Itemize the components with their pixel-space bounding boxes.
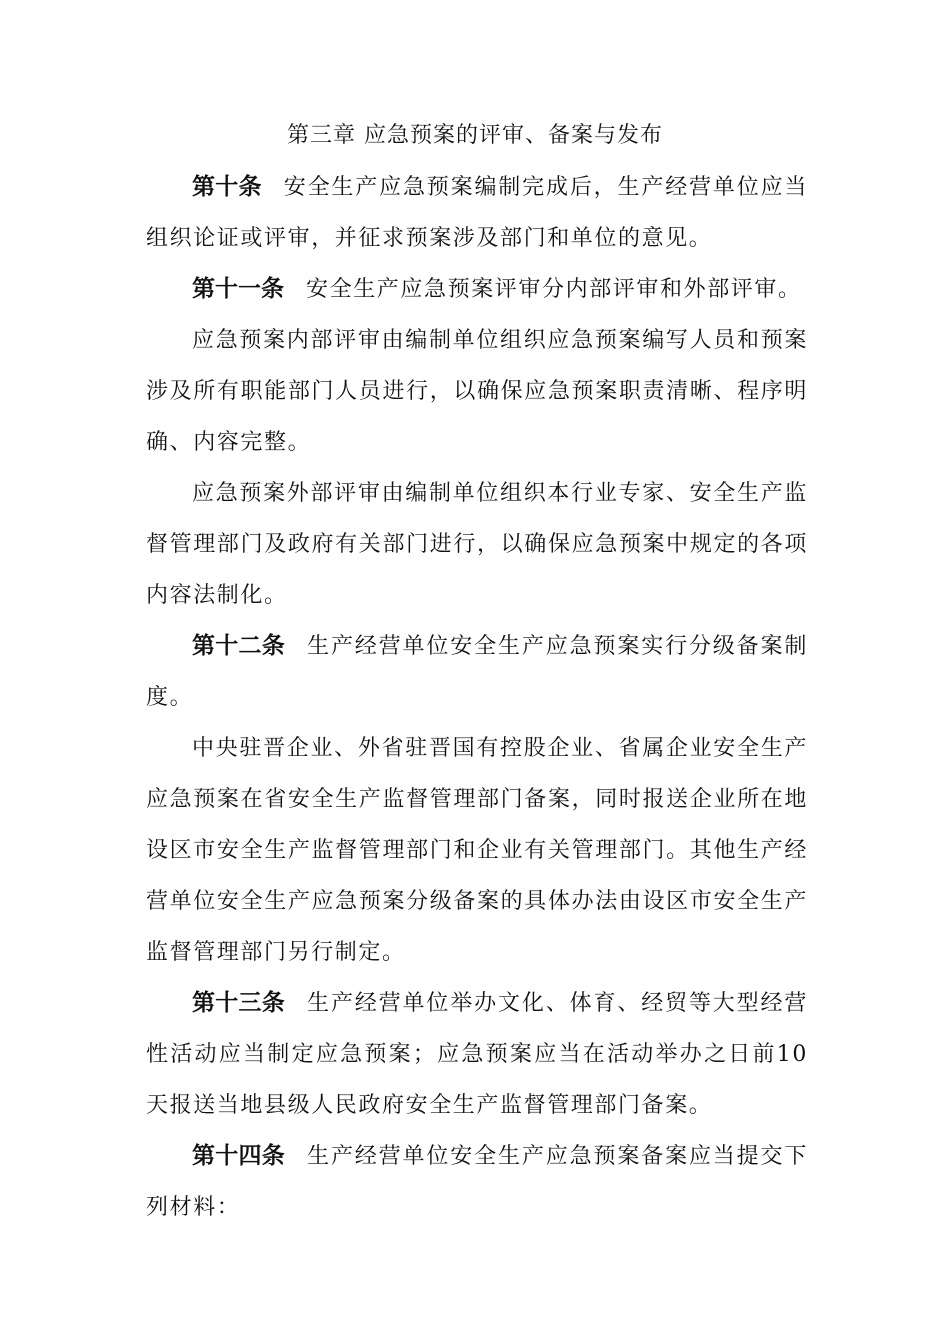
document-body xyxy=(146,162,808,1233)
paragraph-text: 应急预案外部评审由编制单位组织本行业专家、安全生产监督管理部门及政府有关部门进行，以确保应急预案中规定的各项内容法制化。 xyxy=(146,481,808,608)
paragraph-text: 安全生产应急预案评审分内部评审和外部评审。 xyxy=(306,277,802,302)
article-number: 第十三条 xyxy=(192,990,286,1016)
paragraph-internal-review xyxy=(146,315,808,468)
article-number: 第十一条 xyxy=(192,276,284,302)
paragraph-article-14 xyxy=(146,1131,808,1233)
article-number: 第十二条 xyxy=(192,633,286,659)
paragraph-text: 生产经营单位安全生产应急预案备案应当提交下列材料： xyxy=(146,1144,809,1220)
paragraph-filing-rules xyxy=(146,723,808,978)
paragraph-text: 生产经营单位举办文化、体育、经贸等大型经营性活动应当制定应急预案；应急预案应当在活动举办之日前10天报送当地县级人民政府安全生产监督管理部门备案。 xyxy=(146,991,809,1118)
paragraph-article-11 xyxy=(146,264,808,315)
paragraph-text: 中央驻晋企业、外省驻晋国有控股企业、省属企业安全生产应急预案在省安全生产监督管理部门备案，同时报送企业所在地设区市安全生产监督管理部门和企业有关管理部门。其他生产经营单位安全生产应急预案分级备案的具体办法由设区市安全生产监督管理部门另行制定。 xyxy=(146,736,808,965)
paragraph-article-13 xyxy=(146,978,808,1131)
paragraph-article-10 xyxy=(146,162,808,264)
paragraph-text: 安全生产应急预案编制完成后，生产经营单位应当组织论证或评审，并征求预案涉及部门和单位的意见。 xyxy=(146,175,809,251)
paragraph-text: 应急预案内部评审由编制单位组织应急预案编写人员和预案涉及所有职能部门人员进行，以确保应急预案职责清晰、程序明确、内容完整。 xyxy=(146,328,808,455)
paragraph-external-review xyxy=(146,468,808,621)
chapter-title: 第三章 应急预案的评审、备案与发布 xyxy=(287,123,663,148)
article-number: 第十条 xyxy=(192,174,262,200)
paragraph-text: 生产经营单位安全生产应急预案实行分级备案制度。 xyxy=(146,634,809,710)
paragraph-article-12 xyxy=(146,621,808,723)
article-number: 第十四条 xyxy=(192,1143,286,1169)
